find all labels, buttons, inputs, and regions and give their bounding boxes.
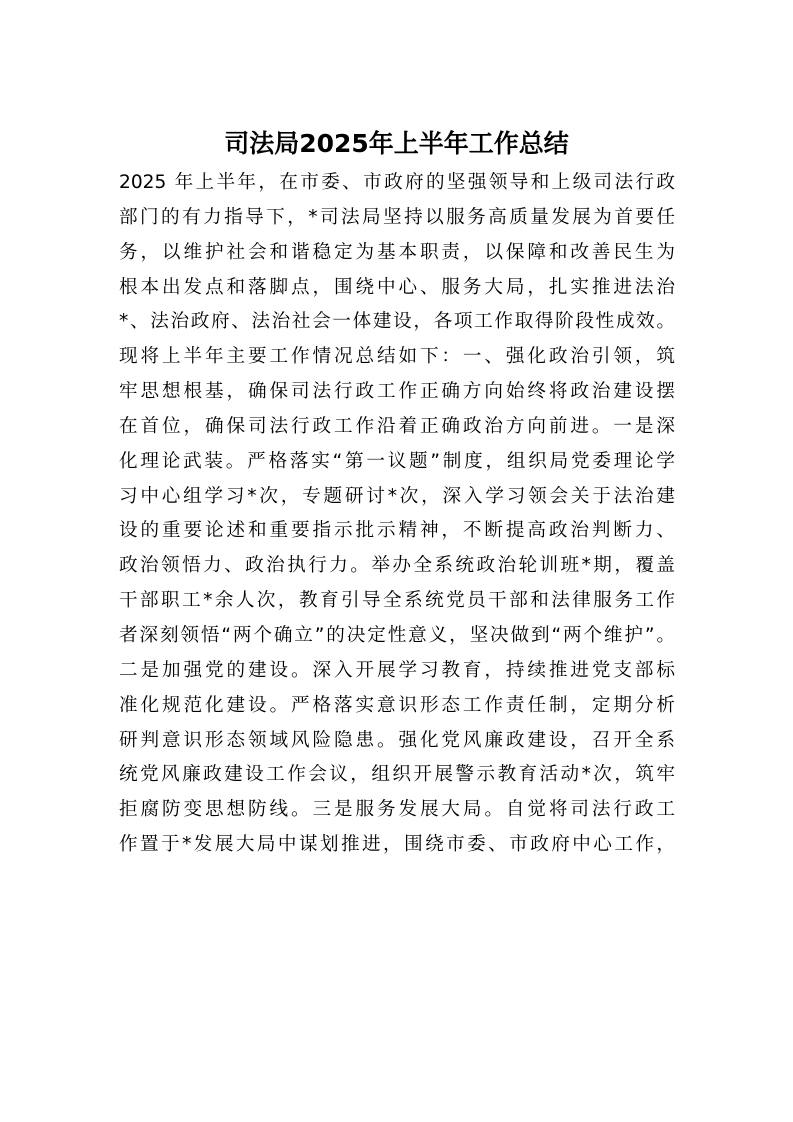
paragraph-line: 拒腐防变思想防线。三是服务发展大局。自觉将司法行政工 xyxy=(119,799,675,821)
paragraph-line: 者深刻领悟“两个确立”的决定性意义，坚决做到“两个维护”。 xyxy=(119,624,675,646)
document-title: 司法局2025年上半年工作总结 xyxy=(224,129,569,158)
paragraph-line: 研判意识形态领域风险隐患。强化党风廉政建设，召开全系 xyxy=(119,729,675,751)
paragraph-line: 在首位，确保司法行政工作沿着正确政治方向前进。一是深 xyxy=(119,415,675,437)
paragraph-line: 政治领悟力、政治执行力。举办全系统政治轮训班*期，覆盖 xyxy=(119,555,675,577)
paragraph-line: 化理论武装。严格落实“第一议题”制度，组织局党委理论学 xyxy=(119,450,675,472)
paragraph-line: 2025 年上半年，在市委、市政府的坚强领导和上级司法行政 xyxy=(119,172,675,193)
paragraph-line: 现将上半年主要工作情况总结如下：一、强化政治引领，筑 xyxy=(119,346,675,368)
paragraph-line: 作置于*发展大局中谋划推进，围绕市委、市政府中心工作， xyxy=(119,834,675,856)
paragraph-line: 务，以维护社会和谐稳定为基本职责，以保障和改善民生为 xyxy=(119,241,675,263)
document-body xyxy=(119,166,675,863)
paragraph-line: *、法治政府、法治社会一体建设，各项工作取得阶段性成效。 xyxy=(119,311,675,333)
paragraph-line: 准化规范化建设。严格落实意识形态工作责任制，定期分析 xyxy=(119,694,675,716)
paragraph-line: 设的重要论述和重要指示批示精神，不断提高政治判断力、 xyxy=(119,520,675,542)
paragraph-line: 干部职工*余人次，教育引导全系统党员干部和法律服务工作 xyxy=(119,590,675,612)
paragraph-line: 根本出发点和落脚点，围绕中心、服务大局，扎实推进法治 xyxy=(119,276,675,298)
paragraph-line: 牢思想根基，确保司法行政工作正确方向始终将政治建设摆 xyxy=(119,381,675,403)
paragraph-line: 统党风廉政建设工作会议，组织开展警示教育活动*次，筑牢 xyxy=(119,764,675,786)
paragraph-line: 部门的有力指导下，*司法局坚持以服务高质量发展为首要任 xyxy=(119,206,675,228)
paragraph-line: 二是加强党的建设。深入开展学习教育，持续推进党支部标 xyxy=(119,659,675,681)
paragraph-line: 习中心组学习*次，专题研讨*次，深入学习领会关于法治建 xyxy=(119,485,675,507)
